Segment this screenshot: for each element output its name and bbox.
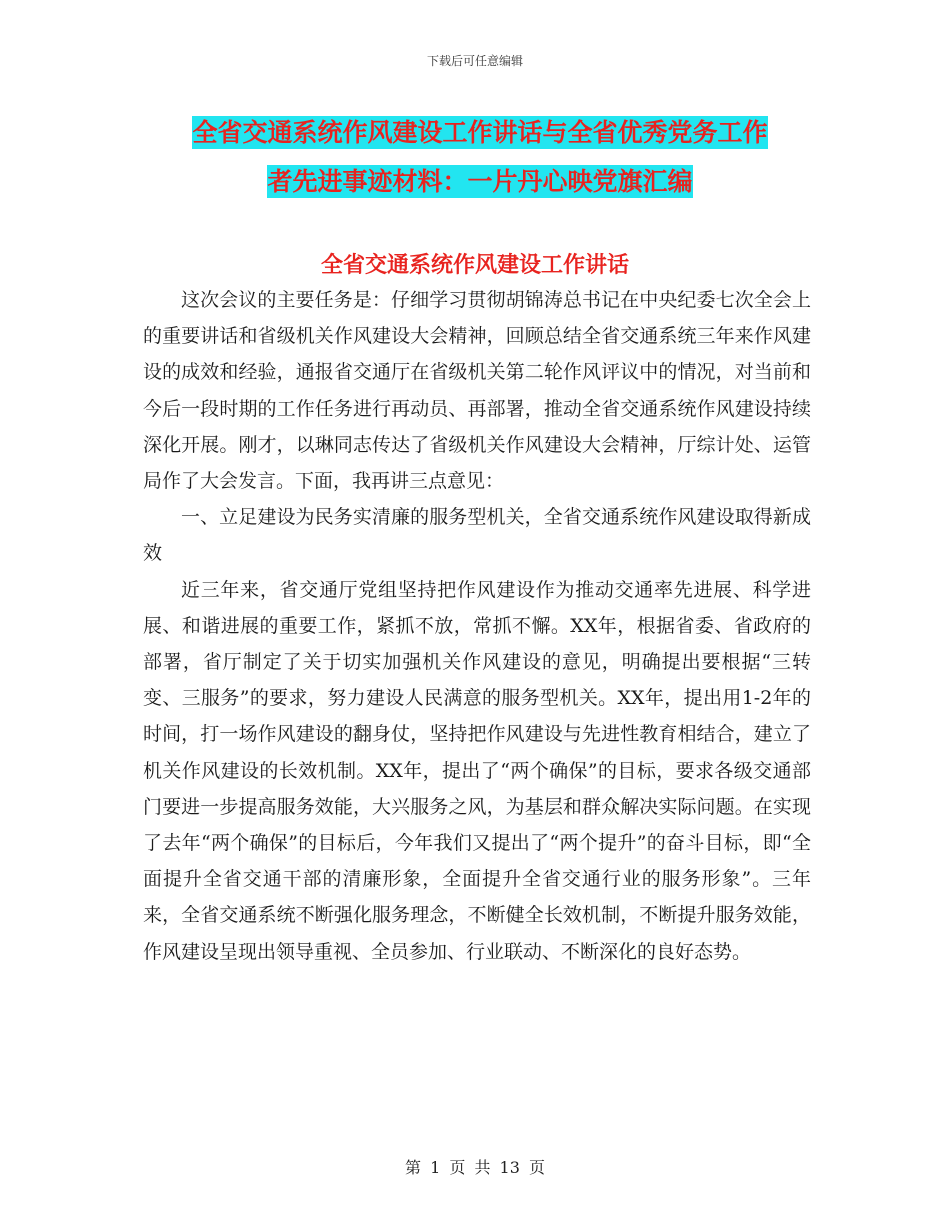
page-footer: 第 1 页 共 13 页: [405, 1158, 545, 1177]
document-title-line-2: 者先进事迹材料：一片丹心映党旗汇编: [267, 167, 693, 196]
paragraph: 近三年来，省交通厅党组坚持把作风建设作为推动交通率先进展、科学进展、和谐进展的重要工作，紧抓不放，常抓不懈。XX年，根据省委、省政府的部署，省厅制定了关于切实加强机关作风建设的意见，明确提出要根据“三转变、三服务”的要求，努力建设人民满意的服务型机关。XX年，提出用1-2年的时间，打一场作风建设的翻身仗，坚持把作风建设与先进性教育相结合，建立了机关作风建设的长效机制。XX年，提出了“两个确保”的目标，要求各级交通部门要进一步提高服务效能，大兴服务之风，为基层和群众解决实际问题。在实现了去年“两个确保”的目标后，今年我们又提出了“两个提升”的奋斗目标，即“全面提升全省交通干部的清廉形象，全面提升全省交通行业的服务形象”。三年来，全省交通系统不断强化服务理念，不断健全长效机制，不断提升服务效能，作风建设呈现出领导重视、全员参加、行业联动、不断深化的良好态势。: [143, 578, 811, 963]
page-header: 下载后可任意编辑: [426, 54, 523, 68]
document-title-line-1: 全省交通系统作风建设工作讲话与全省优秀党务工作: [192, 118, 768, 147]
paragraph: 这次会议的主要任务是：仔细学习贯彻胡锦涛总书记在中央纪委七次全会上的重要讲话和省级机关作风建设大会精神，回顾总结全省交通系统三年来作风建设的成效和经验，通报省交通厅在省级机关第二轮作风评议中的情况，对当前和今后一段时期的工作任务进行再动员、再部署，推动全省交通系统作风建设持续深化开展。刚才，以琳同志传达了省级机关作风建设大会精神，厅综计处、运管局作了大会发言。下面，我再讲三点意见：: [143, 289, 811, 493]
paragraph: 一、立足建设为民务实清廉的服务型机关，全省交通系统作风建设取得新成效: [143, 506, 811, 565]
document-body: [143, 282, 811, 970]
section-heading: 全省交通系统作风建设工作讲话: [320, 253, 629, 278]
document-title: [130, 108, 830, 206]
